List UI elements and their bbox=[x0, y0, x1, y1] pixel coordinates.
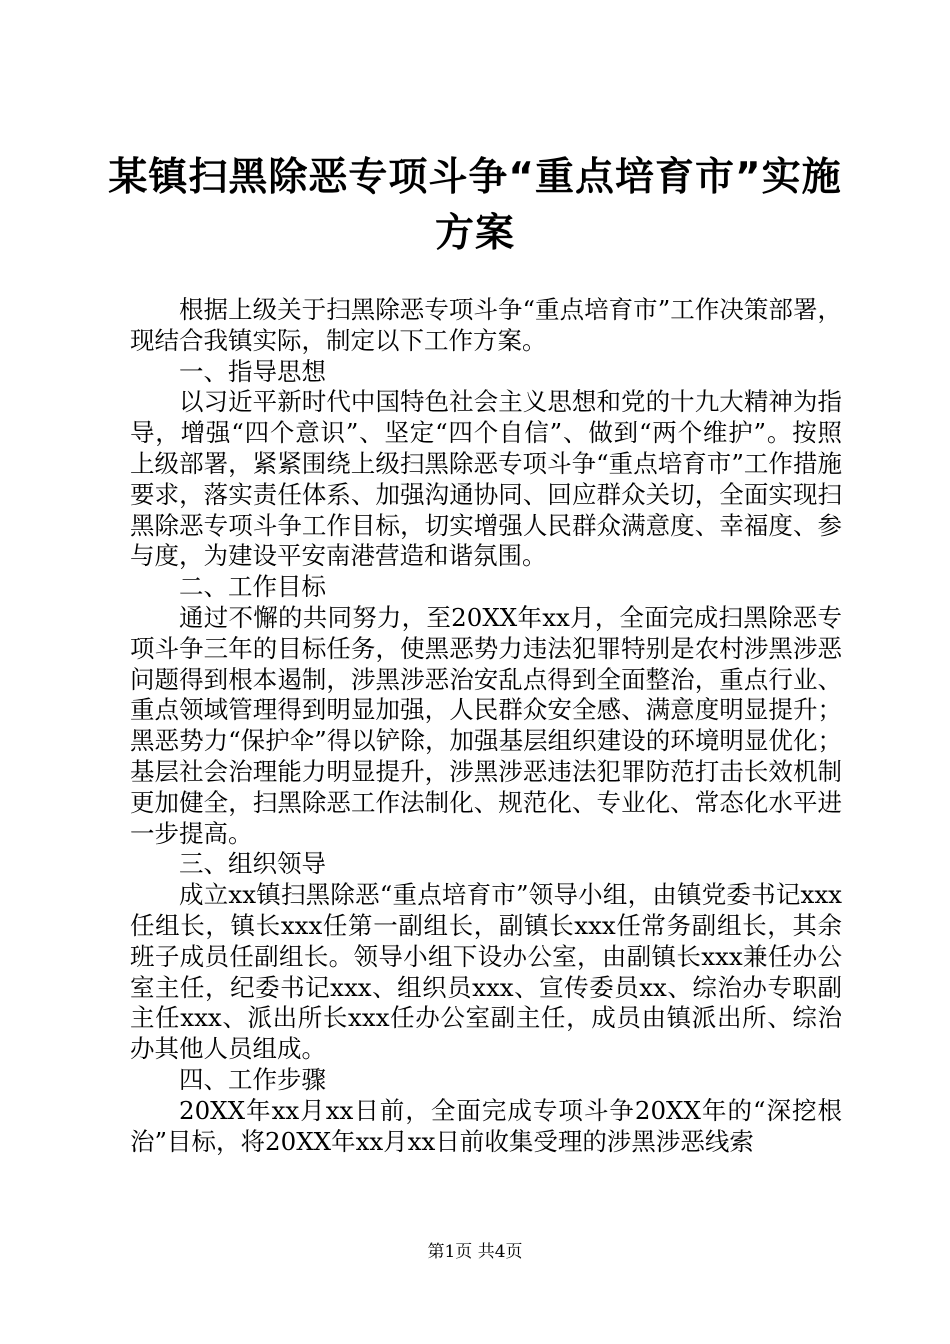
section-heading-guiding-ideology: 一、指导思想 bbox=[179, 356, 326, 386]
intro-paragraph: 根据上级关于扫黑除恶专项斗争“重点培育市”工作决策部署，现结合我镇实际，制定以下工作方案。 bbox=[130, 295, 842, 355]
work-steps-paragraph: 20XX年xx月xx日前，全面完成专项斗争20XX年的“深挖根治”目标，将20XX年xx月xx日前收集受理的涉黑涉恶线索 bbox=[130, 1095, 842, 1156]
section-heading-organization: 三、组织领导 bbox=[179, 849, 326, 879]
section-heading-work-goals: 二、工作目标 bbox=[179, 572, 326, 602]
work-goals-paragraph: 通过不懈的共同努力，至20XX年xx月，全面完成扫黑除恶专项斗争三年的目标任务，使黑恶势力违法犯罪特别是农村涉黑涉恶问题得到根本遏制，涉黑涉恶治安乱点得到全面整治，重点行业、重点领域管理得到明显加强，人民群众安全感、满意度明显提升；黑恶势力“保护伞”得以铲除，加强基层组织建设的环境明显优化；基层社会治理能力明显提升，涉黑涉恶违法犯罪防范打击长效机制更加健全，扫黑除恶工作法制化、规范化、专业化、常态化水平进一步提高。 bbox=[130, 602, 842, 848]
page-number-footer: 第1页 共4页 bbox=[427, 1242, 523, 1262]
organization-paragraph: 成立xx镇扫黑除恶“重点培育市”领导小组，由镇党委书记xxx任组长，镇长xxx任第一副组长，副镇长xxx任常务副组长，其余班子成员任副组长。领导小组下设办公室，由副镇长xxx兼任办公室主任，纪委书记xxx、组织员xxx、宣传委员xx、综治办专职副主任xxx、派出所长xxx任办公室副主任，成员由镇派出所、综治办其他人员组成。 bbox=[130, 880, 842, 1064]
document-body bbox=[130, 295, 842, 1157]
guiding-ideology-paragraph: 以习近平新时代中国特色社会主义思想和党的十九大精神为指导，增强“四个意识”、坚定“四个自信”、做到“两个维护”。按照上级部署，紧紧围绕上级扫黑除恶专项斗争“重点培育市”工作措施要求，落实责任体系、加强沟通协同、回应群众关切，全面实现扫黑除恶专项斗争工作目标，切实增强人民群众满意度、幸福度、参与度，为建设平安南港营造和谐氛围。 bbox=[130, 387, 842, 571]
section-heading-work-steps: 四、工作步骤 bbox=[179, 1064, 326, 1094]
document-title: 某镇扫黑除恶专项斗争“重点培育市”实施方案 bbox=[108, 155, 842, 256]
